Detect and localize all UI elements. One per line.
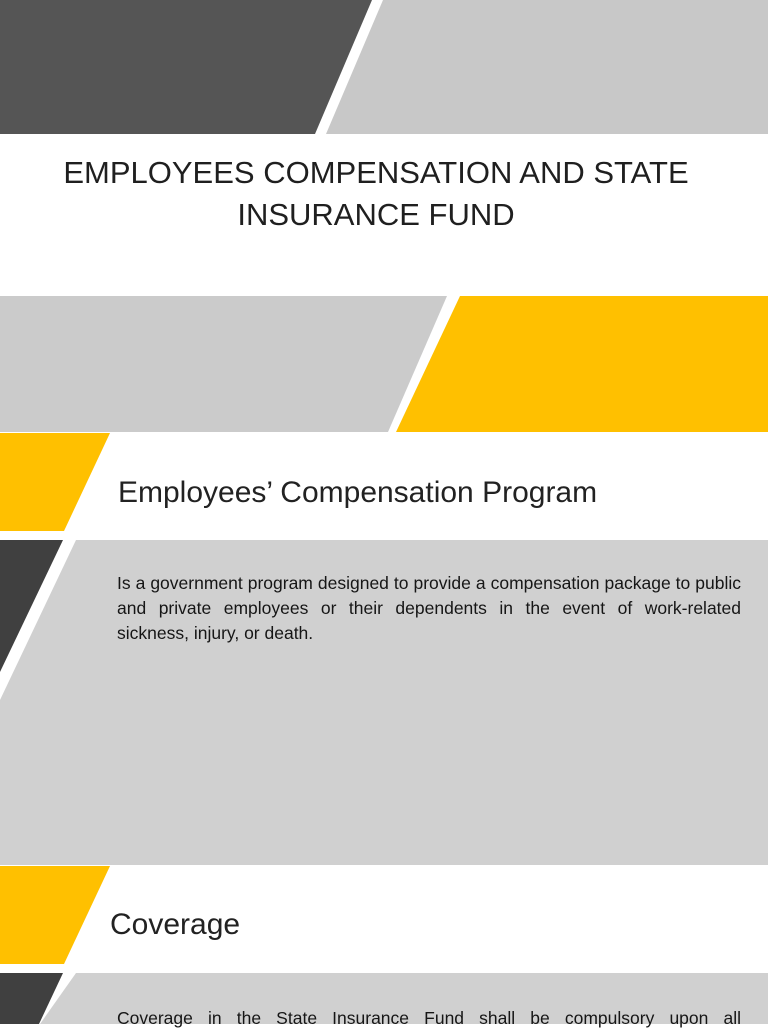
program-description: Is a government program designed to provide a compensation package to public and private employees or their dependents in the event of work-related sickness, injury, or death. <box>117 573 741 643</box>
slide3-gold-accent <box>0 866 110 964</box>
slide-title: EMPLOYEES COMPENSATION AND STATE INSURANCE FUND <box>63 155 689 232</box>
footer-light-band <box>0 296 447 432</box>
slide2-gold-accent <box>0 433 110 531</box>
coverage-heading: Coverage <box>110 908 241 941</box>
coverage-description: Coverage in the State Insurance Fund shall be compulsory upon all <box>117 1008 741 1028</box>
footer-gold-band <box>396 296 768 432</box>
header-light-band <box>326 0 768 134</box>
header-dark-band <box>0 0 372 134</box>
program-heading: Employees’ Compensation Program <box>118 476 598 509</box>
